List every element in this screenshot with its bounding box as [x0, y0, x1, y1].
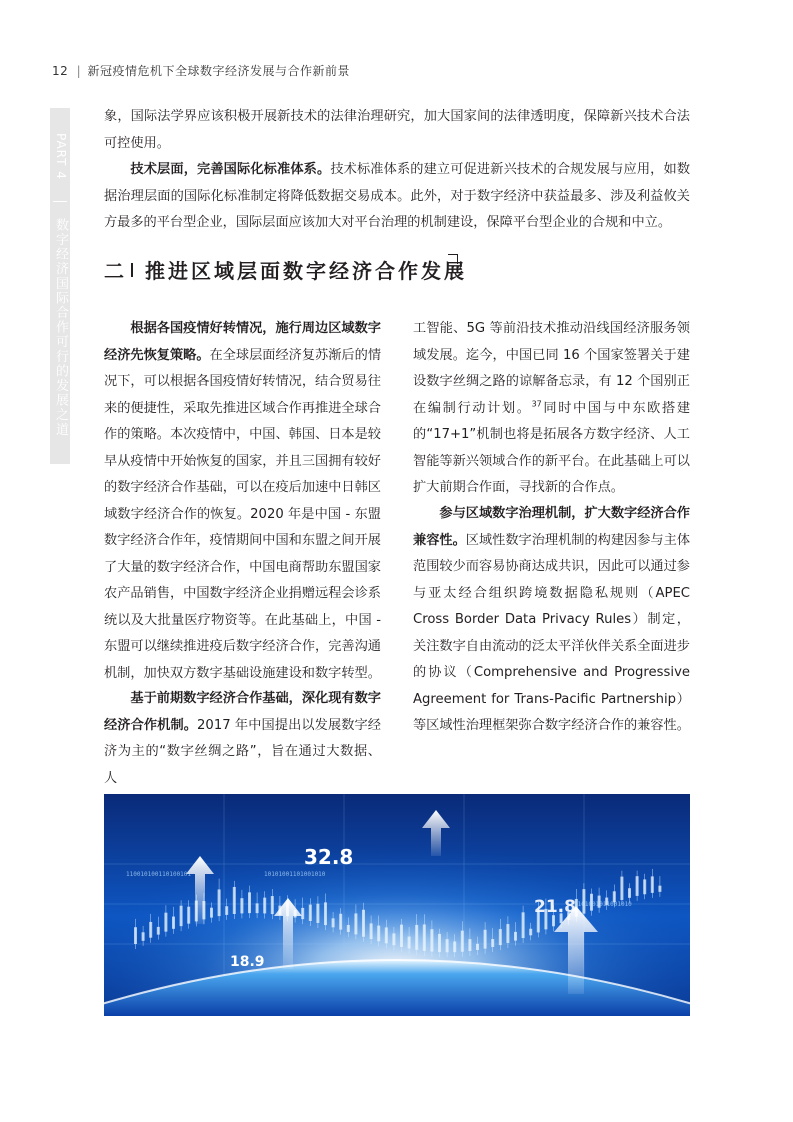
- image-binary-2: 10101001101001010: [264, 871, 326, 878]
- candle-body: [514, 932, 517, 941]
- candle-body: [476, 944, 479, 950]
- candle-body: [149, 922, 152, 938]
- candle-body: [339, 914, 342, 930]
- candle-body: [271, 896, 274, 914]
- candle-body: [316, 904, 319, 923]
- candle-body: [408, 937, 411, 949]
- candle-body: [362, 910, 365, 937]
- header-title: 新冠疫情危机下全球数字经济发展与合作新前景: [87, 64, 350, 78]
- candle-body: [506, 924, 509, 943]
- side-tab-divider: [53, 201, 67, 202]
- section-number: 二: [104, 259, 127, 283]
- intro-paragraph-2-lead: 技术层面，完善国际化标准体系。: [130, 162, 331, 177]
- candle-body: [430, 929, 433, 951]
- candle-body: [385, 927, 388, 943]
- footnote-marker: 37: [531, 399, 542, 409]
- candle-body: [210, 908, 213, 918]
- candle-body: [491, 939, 494, 947]
- candle-body: [415, 925, 418, 950]
- candle-body: [263, 898, 266, 914]
- intro-paragraph-2: [104, 157, 690, 237]
- candle-body: [461, 931, 464, 952]
- image-value-2: 21.8: [534, 897, 576, 917]
- candle-body: [233, 887, 236, 914]
- right-paragraph-2-lead: 参与区域数字治理机制，扩大数字经济合作兼容性。: [413, 506, 690, 548]
- candle-body: [438, 934, 441, 952]
- candle-body: [636, 876, 639, 896]
- right-paragraph-1-text-a: 工智能、5G 等前沿技术推动沿线国经济服务领域发展。迄今，中国已同 16 个国家签署关于建设数字丝绸之路的谅解备忘录，有 12 个国别正在编制行动计划。: [413, 321, 690, 416]
- candle-body: [324, 902, 327, 925]
- candle-body: [370, 923, 373, 939]
- candle-body: [225, 906, 228, 915]
- left-paragraph-1-text: 在全球层面经济复苏渐后的情况下，可以根据各国疫情好转情况，结合贸易往来的便捷性，采取先推进区域合作再推进全球合作的策略。本次疫情中，中国、韩国、日本是较早从疫情中开始恢复的国家，并且三国拥有较好的数字经济合作基础，可以在疫后加速中日韩区域数字经济合作的恢复。2020 年是中国 - 东盟数字经济合作年，疫情期间中国和东盟之间开展了大量的数字经济合作，中国电商帮助东盟国家农产品销售，中国数字经济企业捐赠远程会诊系统以及大批量医疗物资等。在此基础上，中国 - 东盟可以继续推进疫后数字经济合作，完善沟通机制，加快双方数字基础设施建设和数字转型。: [104, 347, 382, 681]
- candle-body: [522, 912, 525, 938]
- digital-economy-image: [104, 794, 690, 1016]
- candle-body: [347, 925, 350, 932]
- left-paragraph-2-text: 2017 年中国提出以发展数字经济为主的“数字丝绸之路”，旨在通过大数据、人: [104, 717, 381, 786]
- candle-body: [164, 913, 167, 932]
- header-separator: |: [76, 64, 82, 78]
- side-tab-title: 数字经济国际合作可行的发展之道: [53, 218, 68, 437]
- candle-body: [499, 929, 502, 945]
- candle-body: [332, 918, 335, 927]
- candle-body: [354, 913, 357, 934]
- candle-body: [468, 939, 471, 951]
- intro-paragraph-1-text: 象，国际法学界应该积极开展新技术的法律治理研究，加大国家间的法律透明度，保障新兴技术合法可控使用。: [104, 109, 690, 151]
- candle-body: [651, 876, 654, 893]
- digital-economy-illustration: [104, 794, 690, 1016]
- candle-body: [240, 898, 243, 913]
- candle-body: [529, 929, 532, 936]
- candle-body: [620, 877, 623, 900]
- image-binary-3: 1101001011001010: [574, 901, 632, 908]
- right-paragraph-2-text: 区域性数字治理机制的构建因参与主体范围较少而容易协商达成共识，因此可以通过参与亚太经合组织跨境数据隐私规则（APEC Cross Border Data Privacy Rules）制定，关注数字自由流动的泛太平洋伙伴关系全面进步的协议（Comprehensive and Progressive Agreement for Trans-Pacific Partnership）等区域性治理框架弥合数字经济合作的兼容性。: [413, 532, 691, 733]
- candle-body: [134, 927, 137, 944]
- candle-body: [423, 924, 426, 950]
- image-value-1: 32.8: [304, 845, 354, 869]
- image-binary-1: 110010100110100101: [126, 871, 192, 878]
- right-paragraph-2: [413, 501, 690, 740]
- left-paragraph-1: [104, 316, 381, 687]
- intro-paragraph-2-text: 技术标准体系的建立可促进新兴技术的合规发展与应用，如数据治理层面的国际化标准制定将降低数据交易成本。此外，对于数字经济中获益最多、涉及利益攸关方最多的平台型企业，国际层面应该加大对平台治理的机制建设，保障平台型企业的合规和中立。: [104, 162, 691, 230]
- page-number: 12: [52, 64, 69, 78]
- candle-body: [187, 907, 190, 924]
- candle-body: [157, 927, 160, 935]
- candle-body: [309, 905, 312, 921]
- side-tab-part: PART 4: [54, 132, 68, 180]
- left-paragraph-1-lead: 根据各国疫情好转情况，施行周边区域数字经济先恢复策略。: [104, 321, 381, 363]
- candle-body: [628, 888, 631, 898]
- section-corner-mark: [448, 254, 458, 264]
- candle-body: [392, 933, 395, 945]
- candle-body: [248, 892, 251, 913]
- candle-body: [400, 925, 403, 947]
- candle-body: [377, 926, 380, 942]
- left-paragraph-2: [104, 686, 381, 792]
- candle-body: [256, 903, 259, 913]
- candle-body: [484, 930, 487, 949]
- side-tab: [50, 108, 70, 464]
- candle-body: [172, 917, 175, 929]
- candle-body: [142, 932, 145, 941]
- image-value-3: 18.9: [230, 954, 265, 970]
- right-paragraph-1-text-b: 同时中国与中东欧搭建的“17+1”机制也将是拓展各方数字经济、人工智能等新兴领域合作的新平台。在此基础上可以扩大前期合作面，寻找新的合作点。: [413, 400, 691, 495]
- candle-body: [658, 886, 661, 892]
- section-heading: [104, 255, 467, 291]
- candle-body: [301, 908, 304, 919]
- candle-body: [218, 889, 221, 916]
- section-heading-bar: [131, 263, 133, 277]
- candle-body: [446, 939, 449, 952]
- intro-paragraph-1: [104, 104, 690, 157]
- section-title: 推进区域层面数字经济合作发展: [145, 259, 467, 283]
- right-paragraph-1: [413, 316, 690, 502]
- running-header: [52, 62, 350, 79]
- candle-body: [643, 879, 646, 894]
- candle-body: [453, 941, 456, 952]
- candle-body: [180, 906, 183, 926]
- left-paragraph-2-lead: 基于前期数字经济合作基础，深化现有数字经济合作机制。: [104, 691, 381, 733]
